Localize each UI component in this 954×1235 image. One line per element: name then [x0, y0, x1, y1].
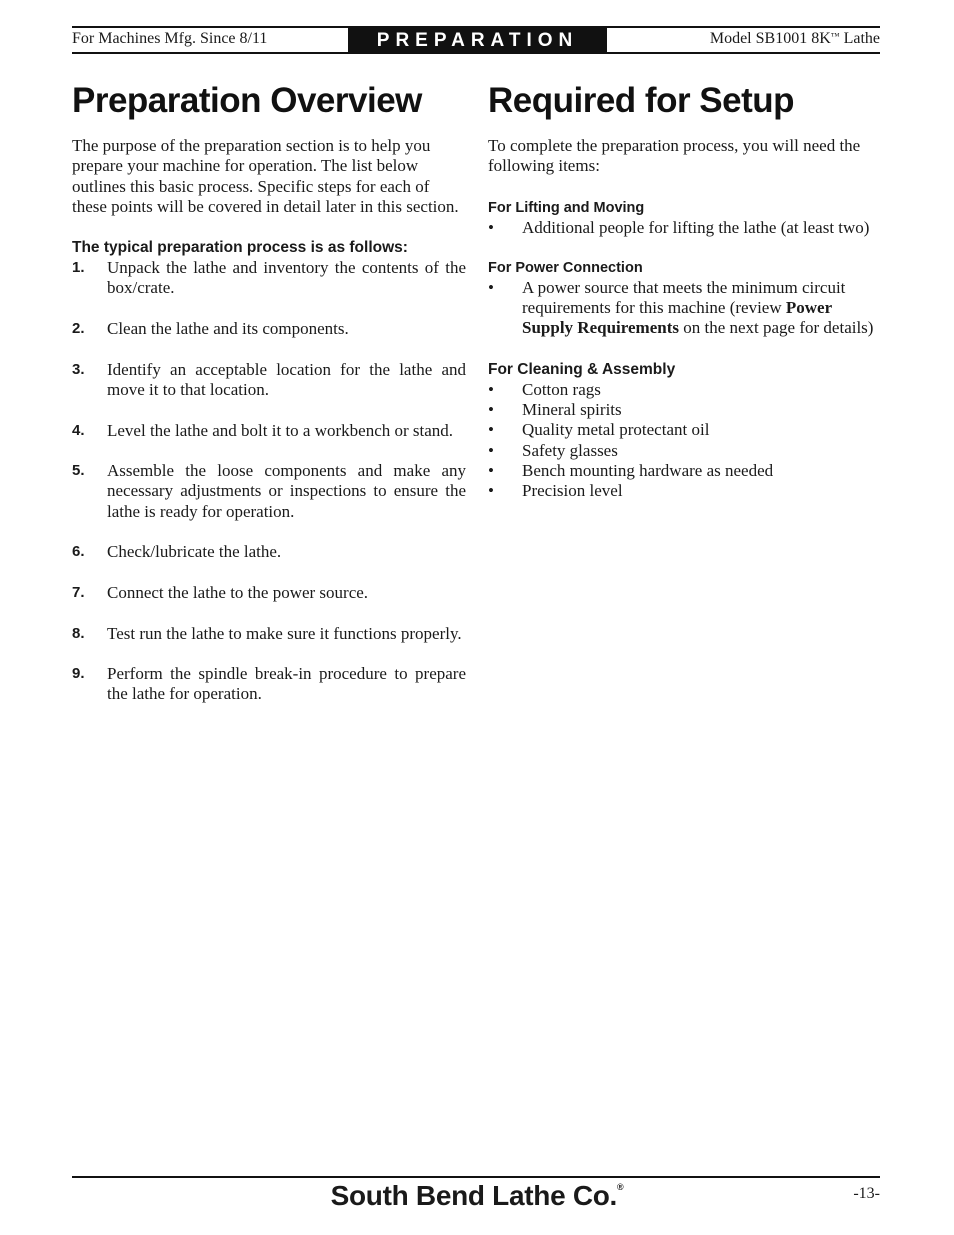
lifting-list	[488, 218, 882, 238]
step-number: 6.	[72, 543, 85, 561]
list-item	[488, 400, 882, 420]
cleaning-item-text: Cotton rags	[522, 379, 601, 399]
list-item	[488, 420, 882, 440]
model-name: Model SB1001 8K	[709, 30, 831, 47]
cleaning-item-text: Bench mounting hardware as needed	[522, 460, 774, 480]
list-item	[488, 278, 882, 339]
cleaning-item-text: Safety glasses	[522, 440, 618, 460]
step-item	[72, 583, 466, 603]
model-suffix: Lathe	[839, 30, 880, 47]
list-item	[488, 218, 882, 238]
cleaning-heading: For Cleaning & Assembly	[488, 360, 676, 378]
step-item	[72, 258, 466, 299]
power-item-text: A power source that meets the minimum circuit requirements for this machine (review	[522, 277, 846, 318]
registered-mark: ®	[617, 1182, 624, 1192]
step-text: Identify an acceptable location for the lathe and move it to that location.	[107, 359, 466, 399]
cleaning-list	[488, 380, 882, 502]
power-supply-reference: Power Supply Requirements	[522, 298, 832, 338]
step-number: 8.	[72, 624, 85, 642]
step-item	[72, 624, 466, 644]
bullet: •	[488, 460, 494, 480]
bullet: •	[488, 400, 494, 420]
preparation-steps-list	[72, 258, 466, 705]
list-item	[488, 380, 882, 400]
process-subheading: The typical preparation process is as follows:	[72, 239, 408, 257]
step-item	[72, 360, 466, 401]
power-item-text-end: on the next page for details)	[678, 318, 874, 338]
step-text: Level the lathe and bolt it to a workbench or stand.	[107, 420, 454, 440]
step-item	[72, 319, 466, 339]
brand-logo	[0, 1180, 954, 1212]
lifting-item-text: Additional people for lifting the lathe (at least two)	[522, 217, 870, 237]
step-number: 2.	[72, 320, 85, 338]
step-text: Clean the lathe and its components.	[107, 319, 349, 339]
step-number: 1.	[72, 259, 85, 277]
header-rule-bottom	[72, 52, 880, 54]
step-text: Test run the lathe to make sure it functions properly.	[107, 623, 462, 643]
step-number: 4.	[72, 421, 85, 439]
step-item	[72, 421, 466, 441]
header-model	[710, 30, 880, 48]
page-number: -13-	[853, 1185, 880, 1202]
step-number: 7.	[72, 583, 85, 601]
step-item	[72, 664, 466, 705]
step-item	[72, 461, 466, 522]
step-text: Check/lubricate the lathe.	[107, 542, 282, 562]
step-item	[72, 542, 466, 562]
bullet: •	[488, 217, 494, 237]
required-for-setup-column	[488, 80, 882, 502]
step-text: Connect the lathe to the power source.	[107, 582, 369, 602]
step-text: Perform the spindle break-in procedure to prepare the lathe for operation.	[107, 664, 466, 704]
preparation-overview-title: Preparation Overview	[72, 81, 422, 120]
step-text: Unpack the lathe and inventory the contents of the box/crate.	[107, 258, 466, 298]
preparation-intro: The purpose of the preparation section is to help you prepare your machine for operation. The list below outlines this basic process. Specific steps for each of these points will be covered in detail later in this section.	[72, 136, 459, 216]
setup-intro: To complete the preparation process, you will need the following items:	[488, 136, 861, 176]
cleaning-item-text: Quality metal protectant oil	[522, 420, 710, 440]
power-heading: For Power Connection	[488, 259, 643, 276]
brand-name: South Bend Lathe Co.	[330, 1180, 618, 1211]
power-list	[488, 278, 882, 339]
trademark-symbol: ™	[830, 31, 840, 41]
step-number: 9.	[72, 665, 85, 683]
bullet: •	[488, 379, 494, 399]
section-tag: PREPARATION	[348, 28, 607, 52]
cleaning-item-text: Mineral spirits	[522, 400, 622, 420]
list-item	[488, 461, 882, 481]
bullet: •	[488, 277, 494, 297]
list-item	[488, 481, 882, 501]
step-number: 5.	[72, 462, 85, 480]
footer-rule	[72, 1176, 880, 1178]
lifting-heading: For Lifting and Moving	[488, 199, 645, 216]
step-text: Assemble the loose components and make any necessary adjustments or inspections to ensure the lathe is ready for operation.	[107, 461, 466, 521]
header-machine-date: For Machines Mfg. Since 8/11	[72, 30, 268, 47]
bullet: •	[488, 440, 494, 460]
preparation-overview-column	[72, 80, 466, 705]
page-header	[72, 26, 880, 54]
cleaning-item-text: Precision level	[522, 481, 623, 501]
list-item	[488, 441, 882, 461]
bullet: •	[488, 481, 494, 501]
step-number: 3.	[72, 360, 85, 378]
required-for-setup-title: Required for Setup	[488, 81, 795, 120]
bullet: •	[488, 420, 494, 440]
